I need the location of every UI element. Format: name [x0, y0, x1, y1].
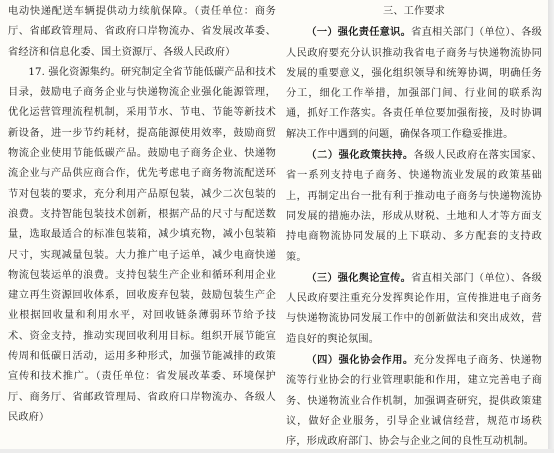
requirement-4-body: 充分发挥电子商务、快递物流等行业协会的行业管理职能和作用，建立完善电子商务、快递物流业合作机制，加强调查研究，提供政策建议，做好企业服务，引导企业诚信经营，规范市场秩序，形成政府部门、协会与企业之间的良性互动机制。 — [286, 355, 542, 448]
requirement-4 — [286, 350, 542, 452]
requirement-2-body: 各级人民政府在落实国家、省一系列支持电子商务、快递物流业发展的政策基础上，再制定出台一批有利于推动电子商务与快递物流协同发展的措施办法，形成从财税、土地和人才等方面支持电商物流协同发展的上下联动、多方配套的支持政策。 — [286, 150, 542, 263]
requirement-3-lead: （三）强化舆论宣传。 — [306, 271, 412, 284]
requirement-2-lead: （二）强化政策扶持。 — [306, 149, 414, 162]
section-title-work-requirements: 三、工作要求 — [382, 6, 446, 17]
requirement-1 — [286, 22, 542, 145]
requirement-1-body: 省直相关部门（单位）、各级人民政府要充分认识推动我省电子商务与快递物流协同发展的重要意义，强化组织领导和统筹协调，明确任务分工，细化工作举措，加强部门间、行业间的联系沟通，抓好工作落实。各责任单位要加强衔接，及时协调解决工作中遇到的问题，确保各项工作稳妥推进。 — [286, 27, 542, 140]
requirement-2 — [286, 145, 542, 268]
requirement-4-lead: （四）强化协会作用。 — [306, 354, 414, 367]
paragraph-ev-charging-continuation: 电动快递配送车辆提供动力续航保障。（责任单位：商务厅、省邮政管理局、省政府口岸物流办、省发展改革委、省经济和信息化委、国土资源厅、各级人民政府） — [8, 6, 276, 58]
left-column — [8, 2, 276, 428]
page-scroll-edge[interactable] — [548, 0, 554, 449]
requirement-3-body: 省直相关部门（单位）、各级人民政府要注重充分发挥舆论作用，宣传推进电子商务与快递物流协同发展工作中的创新做法和突出成效，营造良好的舆论氛围。 — [286, 272, 542, 345]
right-column — [286, 2, 542, 453]
requirement-3 — [286, 268, 542, 350]
requirement-1-lead: （一）强化责任意识。 — [306, 26, 412, 39]
paragraph-17-resource-intensive: 17. 强化资源集约。研究制定全省节能低碳产品和技术目录，鼓励电子商务企业与快递物流企业强化能源管理，优化运营管理流程机制，采用节水、节电、节能等新技术新设备，进一步节约耗材，提高能源使用效率，鼓励商贸物流企业使用节能低碳产品。鼓励电子商务企业、快递物流企业与产品供应商合作，优先考虑电子商务物流配送环节对包装的要求，充分利用产品原包装，减少二次包装的浪费。支持智能包装技术创新，根据产品的尺寸与配送数量，选取最适合的标准包装箱，减少填充物，减小包装箱尺寸，实现减量包装。大力推广电子运单，减少电商快递物流包装运单的浪费。支持包装生产企业和循环利用企业建立再生资源回收体系，回收废弃包装，鼓励包装生产企业根据回收量和利用水平，对回收链条薄弱环节给予技术、资金支持，推动实现回收利用目标。组织开展节能宣传周和低碳日活动，运用多种形式，加强节能减排的政策宣传和技术推广。（责任单位：省发展改革委、环境保护厅、商务厅、省邮政管理局、省政府口岸物流办、各级人民政府） — [8, 66, 276, 423]
